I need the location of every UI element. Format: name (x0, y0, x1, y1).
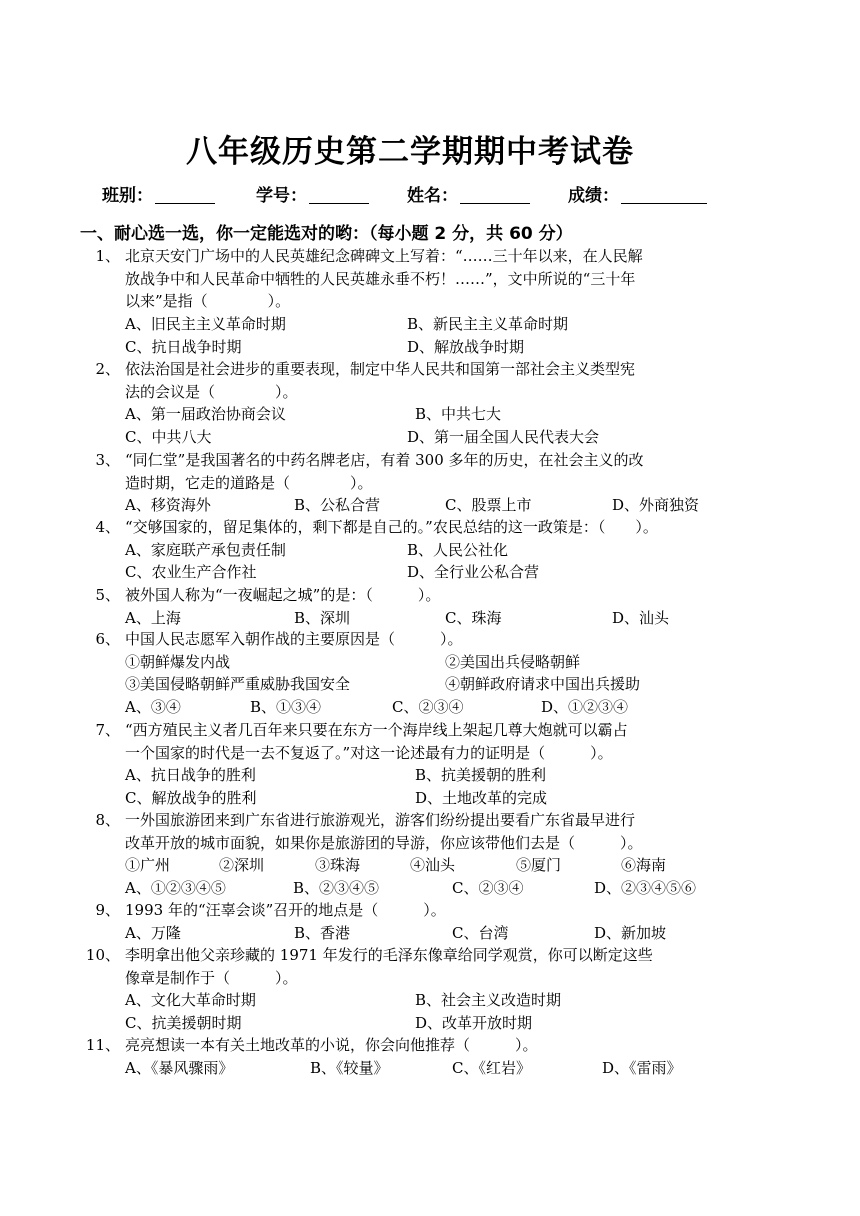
option-d[interactable]: D、外商独资 (612, 496, 700, 514)
student-info-row (102, 181, 742, 205)
option-a[interactable]: A、家庭联产承包责任制 (125, 541, 286, 559)
option-c[interactable]: C、《红岩》 (452, 1059, 531, 1077)
section-heading: 一、耐心选一选，你一定能选对的哟：（每小题 2 分，共 60 分） (80, 224, 573, 244)
question-number: 2、 (95, 360, 120, 378)
statement-item: ③美国侵略朝鲜严重威胁我国安全 (125, 675, 351, 693)
statement-item: ③珠海 (315, 856, 361, 874)
option-c[interactable]: C、珠海 (445, 609, 502, 627)
option-d[interactable]: D、全行业公私合营 (407, 563, 540, 581)
statement-item: ④朝鲜政府请求中国出兵援助 (445, 675, 641, 693)
class-field (102, 181, 215, 206)
option-c[interactable]: C、中共八大 (125, 428, 212, 446)
option-a[interactable]: A、上海 (125, 609, 181, 627)
option-a[interactable]: A、①②③④⑤ (125, 879, 226, 897)
question-number: 5、 (95, 586, 120, 604)
question-text: 像章是制作于（ ）。 (125, 968, 298, 987)
option-d[interactable]: D、新加坡 (594, 924, 667, 942)
statement-item: ④汕头 (410, 856, 456, 874)
option-d[interactable]: D、《雷雨》 (602, 1059, 682, 1077)
question-text: 造时期，它走的道路是（ ）。 (125, 473, 373, 492)
question-number: 7、 (95, 721, 120, 739)
option-c[interactable]: C、解放战争的胜利 (125, 789, 257, 807)
option-a[interactable]: A、③④ (125, 698, 181, 716)
name-blank (460, 187, 530, 204)
question-text: “交够国家的，留足集体的，剩下都是自己的。”农民总结的这一政策是：（ ）。 (125, 518, 658, 536)
option-a[interactable]: A、第一届政治协商会议 (125, 405, 286, 423)
option-b[interactable]: B、①③④ (250, 698, 322, 716)
option-b[interactable]: B、新民主主义革命时期 (407, 315, 569, 333)
option-d[interactable]: D、改革开放时期 (415, 1014, 533, 1032)
question-number: 6、 (95, 630, 120, 648)
question-number: 4、 (95, 518, 120, 536)
option-d[interactable]: D、①②③④ (541, 698, 629, 716)
question-number: 8、 (95, 811, 120, 829)
option-c[interactable]: C、台湾 (452, 924, 509, 942)
name-label: 姓名： (407, 186, 458, 206)
statement-item: ⑤厦门 (516, 856, 562, 874)
statement-item: ②美国出兵侵略朝鲜 (445, 653, 581, 671)
question-text: 李明拿出他父亲珍藏的 1971 年发行的毛泽东像章给同学观赏，你可以断定这些 (125, 946, 653, 964)
question-text: 放战争中和人民革命中牺牲的人民英雄永垂不朽！……”，文中所说的“三十年 (125, 269, 636, 288)
option-a[interactable]: A、《暴风骤雨》 (125, 1059, 234, 1077)
question-text: 北京天安门广场中的人民英雄纪念碑碑文上写着：“……三十年以来，在人民解 (125, 247, 643, 265)
option-b[interactable]: B、人民公社化 (407, 541, 509, 559)
name-field (407, 181, 530, 206)
question-text: 中国人民志愿军入朝作战的主要原因是（ ）。 (125, 630, 463, 648)
option-b[interactable]: B、抗美援朝的胜利 (415, 766, 547, 784)
statement-item: ②深圳 (219, 856, 265, 874)
question-text: 依法治国是社会进步的重要表现，制定中华人民共和国第一部社会主义类型宪 (125, 360, 636, 378)
id-field (256, 181, 369, 206)
option-c[interactable]: C、抗日战争时期 (125, 338, 242, 356)
id-label: 学号： (256, 186, 307, 206)
class-label: 班别： (102, 186, 153, 206)
question-text: “同仁堂”是我国著名的中药名牌老店，有着 300 多年的历史，在社会主义的改 (125, 451, 644, 469)
score-field (568, 181, 707, 206)
option-a[interactable]: A、文化大革命时期 (125, 991, 256, 1009)
option-b[interactable]: B、社会主义改造时期 (415, 991, 562, 1009)
option-b[interactable]: B、香港 (294, 924, 351, 942)
question-number: 9、 (95, 901, 120, 919)
question-text: 法的会议是（ ）。 (125, 382, 298, 401)
statement-item: ①广州 (125, 856, 171, 874)
option-b[interactable]: B、中共七大 (415, 405, 502, 423)
option-b[interactable]: B、公私合营 (294, 496, 381, 514)
option-a[interactable]: A、旧民主主义革命时期 (125, 315, 286, 333)
statement-item: ⑥海南 (621, 856, 667, 874)
question-text: 以来”是指（ ）。 (125, 292, 291, 310)
option-b[interactable]: B、②③④⑤ (293, 879, 380, 897)
exam-title: 八年级历史第二学期期中考试卷 (186, 134, 634, 170)
option-a[interactable]: A、移资海外 (125, 496, 211, 514)
question-number: 1、 (95, 247, 120, 265)
option-d[interactable]: D、②③④⑤⑥ (594, 879, 697, 897)
option-a[interactable]: A、万隆 (125, 924, 181, 942)
question-text: 改革开放的城市面貌，如果你是旅游团的导游，你应该带他们去是（ ）。 (125, 833, 643, 852)
score-blank (621, 187, 707, 204)
option-c[interactable]: C、②③④ (452, 879, 524, 897)
option-c[interactable]: C、股票上市 (445, 496, 532, 514)
option-b[interactable]: B、深圳 (294, 609, 351, 627)
option-a[interactable]: A、抗日战争的胜利 (125, 766, 256, 784)
option-c[interactable]: C、抗美援朝时期 (125, 1014, 242, 1032)
question-number: 11、 (85, 1036, 120, 1054)
question-number: 10、 (85, 946, 120, 964)
statement-item: ①朝鲜爆发内战 (125, 653, 231, 671)
option-c[interactable]: C、②③④ (392, 698, 464, 716)
option-d[interactable]: D、解放战争时期 (407, 338, 525, 356)
option-c[interactable]: C、农业生产合作社 (125, 563, 257, 581)
question-text: “西方殖民主义者几百年来只要在东方一个海岸线上架起几尊大炮就可以霸占 (125, 721, 628, 739)
option-d[interactable]: D、第一届全国人民代表大会 (407, 428, 600, 446)
question-text: 1993 年的“汪辜会谈”召开的地点是（ ）。 (125, 901, 446, 919)
question-text: 一外国旅游团来到广东省进行旅游观光，游客们纷纷提出要看广东省最早进行 (125, 811, 636, 829)
question-text: 一个国家的时代是一去不复返了。”对这一论述最有力的证明是（ ）。 (125, 743, 613, 762)
class-blank (155, 187, 215, 204)
option-d[interactable]: D、汕头 (612, 609, 670, 627)
question-number: 3、 (95, 451, 120, 469)
option-d[interactable]: D、土地改革的完成 (415, 789, 548, 807)
option-b[interactable]: B、《较量》 (310, 1059, 389, 1077)
question-text: 亮亮想读一本有关土地改革的小说，你会向他推荐（ ）。 (125, 1036, 538, 1054)
score-label: 成绩： (568, 186, 619, 206)
id-blank (309, 187, 369, 204)
question-text: 被外国人称为“一夜崛起之城”的是：（ ）。 (125, 586, 441, 604)
